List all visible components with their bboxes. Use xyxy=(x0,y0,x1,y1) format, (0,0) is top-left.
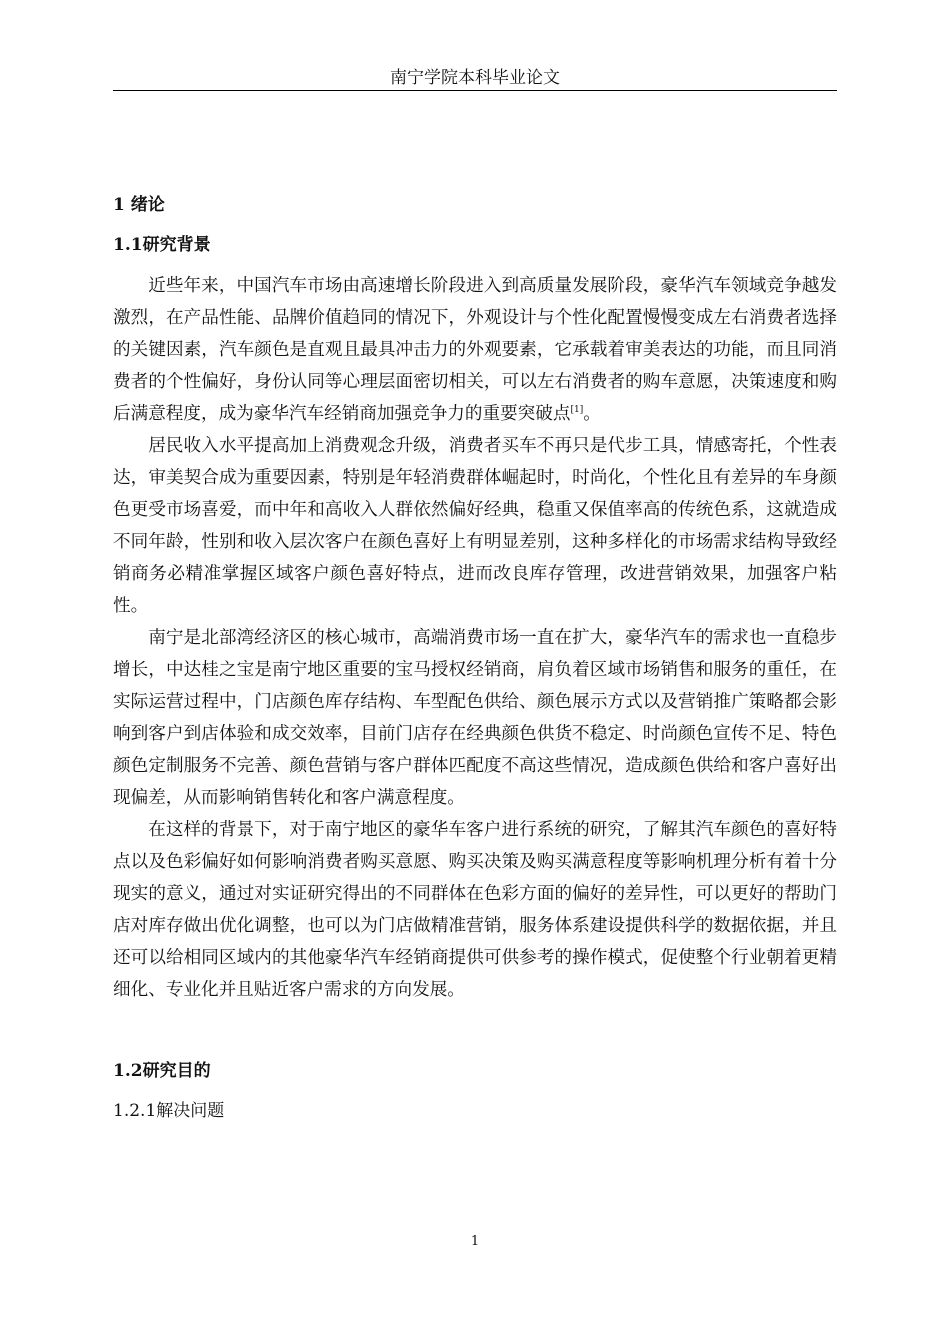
header-divider xyxy=(113,90,837,91)
body-paragraph xyxy=(113,270,837,430)
running-header: 南宁学院本科毕业论文 xyxy=(390,68,560,88)
paragraph-text: 近些年来，中国汽车市场由高速增长阶段进入到高质量发展阶段，豪华汽车领域竞争越发激烈，在产品性能、品牌价值趋同的情况下，外观设计与个性化配置慢慢变成左右消费者选择的关键因素，汽车颜色是直观且最具冲击力的外观要素，它承载着审美表达的功能，而且同消费者的个性偏好，身份认同等心理层面密切相关，可以左右消费者的购车意愿，决策速度和购后满意程度，成为豪华汽车经销商加强竞争力的重要突破点 xyxy=(113,276,837,424)
page-body xyxy=(113,190,837,1126)
citation-marker: [1] xyxy=(570,405,584,416)
paragraph-tail: 。 xyxy=(583,404,601,424)
body-paragraph: 在这样的背景下，对于南宁地区的豪华车客户进行系统的研究，了解其汽车颜色的喜好特点以及色彩偏好如何影响消费者购买意愿、购买决策及购买满意程度等影响机理分析有着十分现实的意义，通过对实证研究得出的不同群体在色彩方面的偏好的差异性，可以更好的帮助门店对库存做出优化调整，也可以为门店做精准营销，服务体系建设提供科学的数据依据，并且还可以给相同区域内的其他豪华汽车经销商提供可供参考的操作模式，促使整个行业朝着更精细化、专业化并且贴近客户需求的方向发展。 xyxy=(113,820,837,1000)
body-paragraph: 南宁是北部湾经济区的核心城市，高端消费市场一直在扩大，豪华汽车的需求也一直稳步增长，中达桂之宝是南宁地区重要的宝马授权经销商，肩负着区域市场销售和服务的重任，在实际运营过程中，门店颜色库存结构、车型配色供给、颜色展示方式以及营销推广策略都会影响到客户到店体验和成交效率，目前门店存在经典颜色供货不稳定、时尚颜色宣传不足、特色颜色定制服务不完善、颜色营销与客户群体匹配度不高这些情况，造成颜色供给和客户喜好出现偏差，从而影响销售转化和客户满意程度。 xyxy=(113,628,837,808)
section-heading-1-1: 1.1研究背景 xyxy=(113,235,211,255)
section-heading-1-2: 1.2研究目的 xyxy=(113,1061,211,1081)
section-spacer xyxy=(113,1006,837,1046)
body-paragraph: 居民收入水平提高加上消费观念升级，消费者买车不再只是代步工具，情感寄托，个性表达，审美契合成为重要因素，特别是年轻消费群体崛起时，时尚化，个性化且有差异的车身颜色更受市场喜爱，而中年和高收入人群依然偏好经典，稳重又保值率高的传统色系，这就造成不同年龄，性别和收入层次客户在颜色喜好上有明显差别，这种多样化的市场需求结构导致经销商务必精准掌握区域客户颜色喜好特点，进而改良库存管理，改进营销效果，加强客户粘性。 xyxy=(113,436,837,616)
chapter-title: 1 绪论 xyxy=(113,195,165,215)
subsection-heading-1-2-1: 1.2.1解决问题 xyxy=(113,1101,225,1121)
page-number: 1 xyxy=(470,1234,480,1249)
